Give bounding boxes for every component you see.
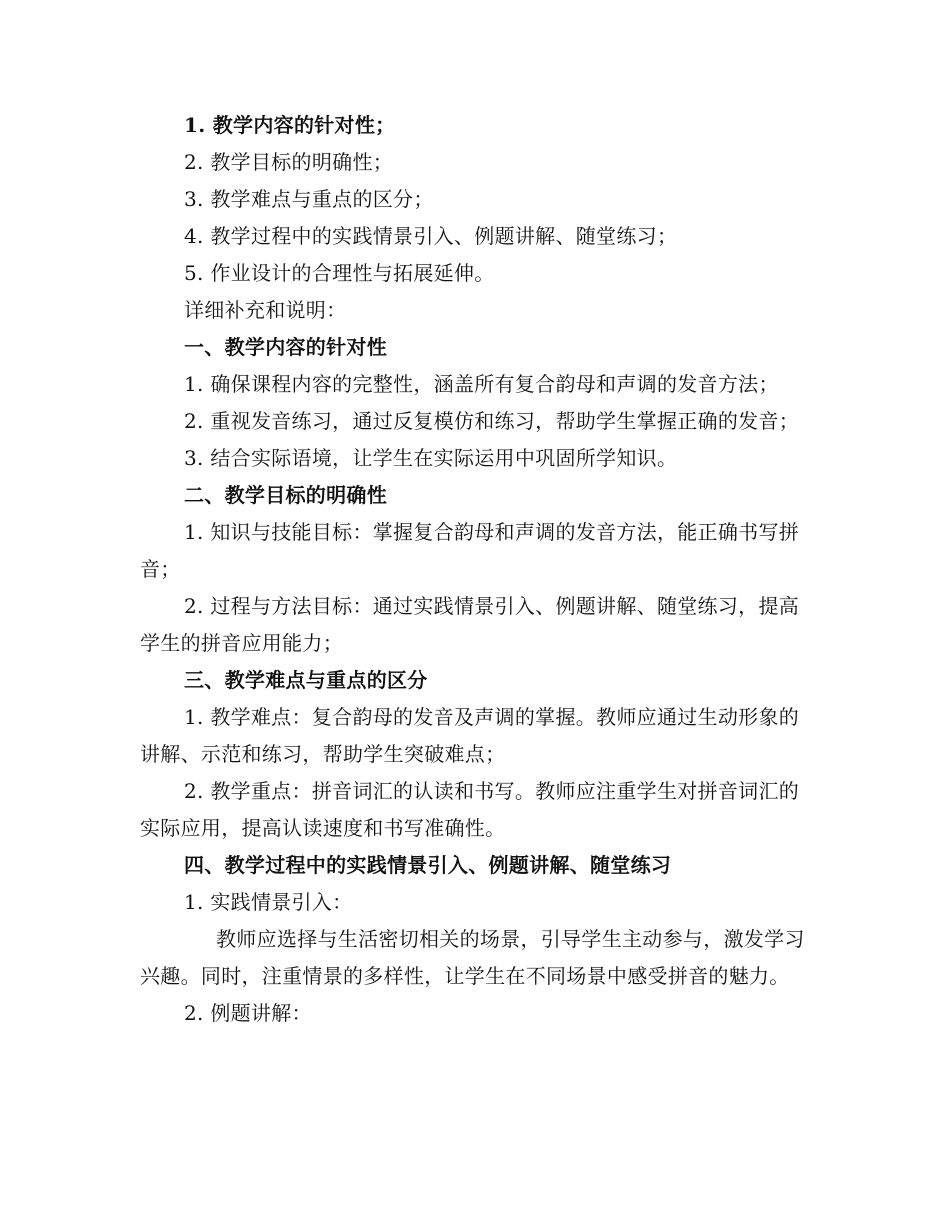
- supplement-label: 详细补充和说明：: [184, 298, 347, 322]
- section-item: 3. 结合实际语境，让学生在实际运用中巩固所学知识。: [184, 446, 678, 470]
- intro-list-item: 4. 教学过程中的实践情景引入、例题讲解、随堂练习；: [184, 224, 678, 248]
- intro-list-item: 2. 教学目标的明确性；: [184, 150, 394, 174]
- section-heading: 二、教学目标的明确性: [184, 483, 387, 507]
- section-item-body: 教师应选择与生活密切相关的场景，引导学生主动参与，激发学习兴趣。同时，注重情景的多样性，让学生在不同场景中感受拼音的魅力。: [140, 927, 805, 988]
- section-item: 2. 过程与方法目标：通过实践情景引入、例题讲解、随堂练习，提高学生的拼音应用能力；: [140, 594, 800, 655]
- section-item: 1. 确保课程内容的完整性，涵盖所有复合韵母和声调的发音方法；: [184, 372, 779, 396]
- section-item: 2. 重视发音练习，通过反复模仿和练习，帮助学生掌握正确的发音；: [184, 409, 800, 433]
- document-page: [140, 107, 810, 1032]
- section-heading: 一、教学内容的针对性: [184, 335, 387, 359]
- section-item: 1. 知识与技能目标：掌握复合韵母和声调的发音方法，能正确书写拼音；: [140, 520, 800, 581]
- section-item: 1. 教学难点：复合韵母的发音及声调的掌握。教师应通过生动形象的讲解、示范和练习，帮助学生突破难点；: [140, 705, 800, 766]
- section-heading: 四、教学过程中的实践情景引入、例题讲解、随堂练习: [184, 853, 672, 877]
- section-item: 2. 教学重点：拼音词汇的认读和书写。教师应注重学生对拼音词汇的实际应用，提高认读速度和书写准确性。: [140, 779, 800, 840]
- section-item-label: 2. 例题讲解：: [184, 1001, 312, 1025]
- intro-list-item: 1. 教学内容的针对性；: [184, 113, 396, 137]
- section-heading: 三、教学难点与重点的区分: [184, 668, 428, 692]
- section-item-label: 1. 实践情景引入：: [184, 890, 353, 914]
- intro-list-item: 3. 教学难点与重点的区分；: [184, 187, 434, 211]
- intro-list-item: 5. 作业设计的合理性与拓展延伸。: [184, 261, 495, 285]
